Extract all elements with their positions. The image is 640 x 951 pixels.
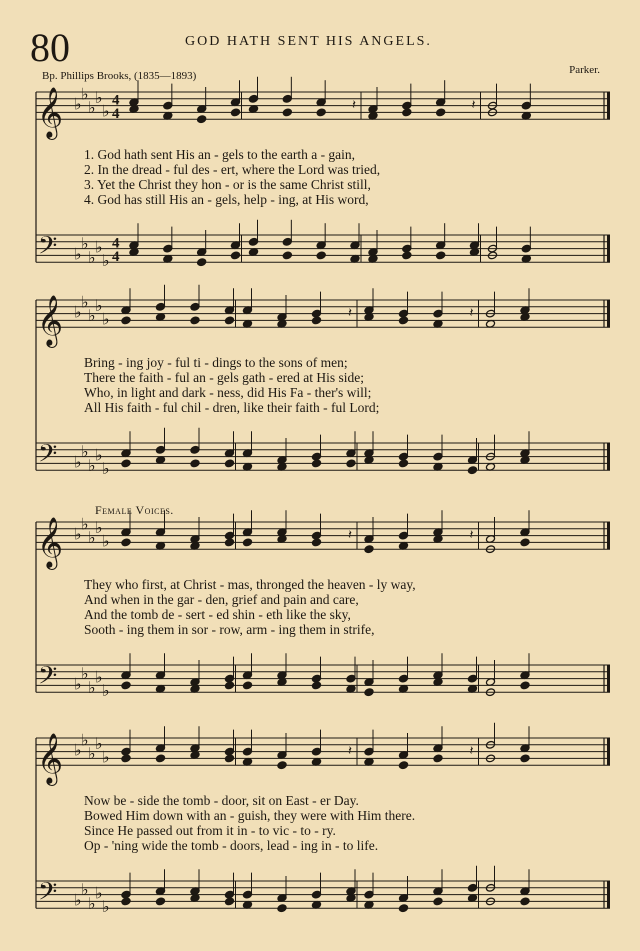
final-barline [607,443,610,470]
lyric-line: Sooth - ing them in sor - row, arm - ing them in strife, [84,622,375,637]
note-head [398,904,408,913]
note-head [282,251,292,260]
key-signature-flats-icon [74,234,110,270]
author-credit: Bp. Phillips Brooks, (1835—1893) [42,70,197,82]
note-head [121,681,131,690]
lyric-line: All His faith - ful chil - dren, like their faith - ful Lord; [84,400,380,415]
svg-text:♭: ♭ [95,237,103,257]
note-head [398,459,408,468]
note-head [364,545,374,554]
final-barline [607,881,610,908]
treble-clef-icon: 𝄞 [37,733,64,785]
svg-text:♭: ♭ [88,893,96,913]
note-head [121,754,131,763]
note-head [311,681,321,690]
svg-text:♭: ♭ [102,309,110,329]
final-barline [607,738,610,765]
note-head [311,316,321,325]
svg-text:♭: ♭ [95,733,103,753]
note-head [346,459,356,468]
note-head [467,466,477,475]
key-signature-flats-icon [74,880,110,916]
key-signature-flats-icon [74,292,110,328]
svg-text:♭: ♭ [102,251,110,271]
hymn-title: GOD HATH SENT HIS ANGELS. [185,34,432,49]
svg-text:♭: ♭ [102,681,110,701]
note-head [311,538,321,547]
rest-icon: 𝄽 [348,744,352,759]
note-head [436,251,446,260]
time-signature [112,93,120,123]
rest-icon: 𝄽 [348,528,352,543]
lyric-line: 1. God hath sent His an - gels to the earth a - gain, [84,147,356,162]
svg-text:♭: ♭ [81,514,89,534]
treble-notes [121,723,530,770]
time-signature [112,236,120,266]
note-head [520,754,530,763]
bass-notes [121,428,530,475]
note-head [155,754,165,763]
composer-credit: Parker. [569,64,600,76]
lyric-line: 2. In the dread - ful des - ert, where the Lord was tried, [84,162,381,177]
svg-text:♭: ♭ [88,306,96,325]
note-head [121,459,131,468]
note-head [242,538,252,547]
bass-notes [121,866,530,913]
note-head [520,538,530,547]
svg-text:♭: ♭ [88,677,96,697]
svg-text:♭: ♭ [95,517,103,537]
note-head [224,754,234,763]
svg-text:♭: ♭ [102,459,110,479]
svg-text:♭: ♭ [88,455,96,475]
key-signature-flats-icon [74,664,110,700]
note-head [190,459,200,468]
svg-text:♭: ♭ [74,674,82,694]
note-head [224,316,234,325]
svg-text:♭: ♭ [81,84,89,104]
treble-notes [129,77,531,124]
note-head [316,108,326,117]
svg-text:♭: ♭ [81,730,89,750]
lyric-line: Since He passed out from it in - to vic - to - ry. [84,823,336,838]
lyric-line: 4. God has still His an - gels, help - ing, at His word, [84,192,369,207]
note-head [277,761,287,770]
svg-text:♭: ♭ [81,292,89,312]
svg-text:♭: ♭ [74,452,82,472]
note-head [364,688,374,697]
lyric-line: And when in the gar - den, grief and pain and care, [84,592,359,607]
svg-text:♭: ♭ [74,740,82,760]
note-head [277,904,287,913]
treble-clef-icon: 𝄞 [37,87,64,139]
rest-icon: 𝄽 [352,98,356,113]
lyric-line: They who first, at Christ - mas, thronged the heaven - ly way, [84,577,416,592]
svg-text:♭: ♭ [88,744,96,763]
rest-icon: 𝄽 [348,306,352,321]
lyric-line: Bowed Him down with an - guish, they were with Him there. [84,808,416,823]
svg-text:♭: ♭ [81,664,89,684]
note-head [121,897,131,906]
note-head [436,108,446,117]
lyric-line: Now be - side the tomb - door, sit on East - er Day. [84,793,359,808]
svg-text:♭: ♭ [81,880,89,900]
svg-text:4: 4 [112,249,120,266]
rest-icon: 𝄽 [471,98,476,113]
svg-text:♭: ♭ [102,747,110,767]
treble-clef-icon: 𝄞 [37,517,64,569]
svg-text:4: 4 [112,106,120,123]
hymn-number: 80 [30,25,70,70]
bass-clef-icon: 𝄢 [38,661,58,697]
svg-text:♭: ♭ [81,234,89,254]
note-head [433,897,443,906]
lyric-line: Who, in light and dark - ness, did His Fa - ther's will; [84,385,372,400]
rest-icon: 𝄽 [469,306,474,321]
note-head [520,681,530,690]
key-signature-flats-icon [74,514,110,550]
lyric-line: Bring - ing joy - ful ti - dings to the sons of men; [84,355,348,370]
note-head [402,108,412,117]
key-signature-flats-icon [74,730,110,766]
note-head [190,316,200,325]
svg-text:♭: ♭ [74,94,82,114]
svg-text:♭: ♭ [74,244,82,264]
rest-icon: 𝄽 [469,528,474,543]
svg-text:♭: ♭ [95,667,103,687]
svg-text:♭: ♭ [74,302,82,322]
svg-text:♭: ♭ [95,87,103,107]
lyric-line: And the tomb de - sert - ed shin - eth like the sky, [84,607,351,622]
note-head [230,251,240,260]
note-head [520,897,530,906]
section-label-female-voices: Female Voices. [95,503,174,517]
svg-text:♭: ♭ [102,531,110,551]
note-head [433,754,443,763]
note-head [121,316,131,325]
final-barline [607,92,610,119]
note-head [402,251,412,260]
final-barline [607,300,610,327]
svg-text:♭: ♭ [95,295,103,315]
svg-text:♭: ♭ [95,445,103,465]
note-head [398,316,408,325]
svg-text:♭: ♭ [88,98,96,117]
note-head [230,108,240,117]
bass-clef-icon: 𝄢 [38,877,58,913]
bass-notes [121,653,530,696]
rest-icon: 𝄽 [469,744,474,759]
note-head [282,108,292,117]
svg-text:♭: ♭ [88,247,96,267]
svg-text:4: 4 [112,92,120,109]
svg-text:♭: ♭ [102,101,110,121]
bass-clef-icon: 𝄢 [38,231,58,267]
lyric-line: Op - 'ning wide the tomb - doors, lead - ing in - to life. [84,838,379,853]
svg-text:♭: ♭ [74,524,82,544]
key-signature-flats-icon [74,84,110,120]
final-barline [607,235,610,262]
svg-text:♭: ♭ [102,897,110,917]
note-head [197,115,207,124]
note-head [311,459,321,468]
key-signature-flats-icon [74,442,110,478]
svg-text:♭: ♭ [81,442,89,462]
lyric-line: 3. Yet the Christ they hon - or is the same Christ still, [84,177,371,192]
bass-notes [129,220,531,267]
svg-text:♭: ♭ [74,890,82,910]
svg-text:4: 4 [112,235,120,252]
note-head [398,761,408,770]
note-head [224,897,234,906]
final-barline [607,665,610,692]
svg-text:♭: ♭ [88,528,96,547]
note-head [316,251,326,260]
treble-clef-icon: 𝄞 [37,295,64,347]
note-head [155,897,165,906]
treble-notes [121,510,530,553]
note-head [224,459,234,468]
bass-clef-icon: 𝄢 [38,439,58,475]
final-barline [607,522,610,549]
note-head [224,538,234,547]
note-head [224,681,234,690]
note-head [242,681,252,690]
note-head [197,258,207,267]
lyric-line: There the faith - ful an - gels gath - ered at His side; [84,370,365,385]
note-head [121,538,131,547]
svg-text:♭: ♭ [95,883,103,903]
